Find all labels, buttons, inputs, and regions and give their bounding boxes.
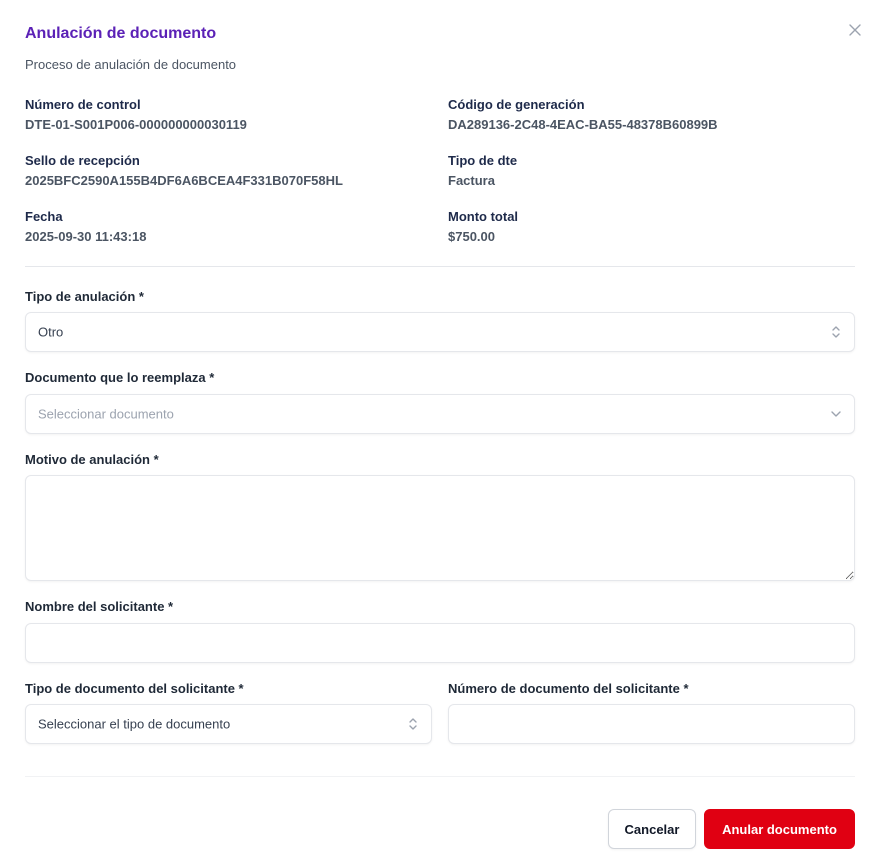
date-value: 2025-09-30 11:43:18	[25, 229, 147, 244]
dte-type-info	[448, 153, 517, 188]
total-amount-value: $750.00	[448, 229, 495, 244]
total-amount-label: Monto total	[448, 209, 519, 224]
reception-seal-info	[25, 153, 343, 188]
requester-name-input[interactable]	[25, 623, 855, 663]
chevron-up-down-icon	[407, 716, 419, 732]
chevron-down-icon	[830, 406, 842, 422]
requester-doc-number-label: Número de documento del solicitante *	[448, 681, 689, 696]
reception-seal-label: Sello de recepción	[25, 153, 140, 168]
dte-type-value: Factura	[448, 173, 495, 188]
void-document-button[interactable]: Anular documento	[704, 809, 855, 849]
modal-title: Anulación de documento	[25, 25, 217, 42]
void-type-label: Tipo de anulación *	[25, 289, 144, 304]
void-type-value: Otro	[38, 324, 64, 340]
requester-doc-type-label: Tipo de documento del solicitante *	[25, 681, 244, 696]
chevron-up-down-icon	[830, 324, 842, 340]
void-reason-textarea[interactable]	[25, 475, 855, 581]
control-number-info	[25, 97, 247, 132]
control-number-label: Número de control	[25, 97, 141, 112]
generation-code-info	[448, 97, 718, 132]
generation-code-label: Código de generación	[448, 97, 585, 112]
dte-type-label: Tipo de dte	[448, 153, 518, 168]
requester-name-label: Nombre del solicitante *	[25, 599, 174, 614]
date-info	[25, 209, 146, 244]
control-number-value: DTE-01-S001P006-000000000030119	[25, 117, 247, 132]
void-reason-label: Motivo de anulación *	[25, 452, 159, 467]
replacement-doc-placeholder: Seleccionar documento	[38, 406, 174, 422]
requester-doc-type-value: Seleccionar el tipo de documento	[38, 716, 231, 732]
void-type-select[interactable]	[25, 312, 855, 352]
date-label: Fecha	[25, 209, 63, 224]
total-amount-info	[448, 209, 518, 244]
reception-seal-value: 2025BFC2590A155B4DF6A6BCEA4F331B070F58HL	[25, 173, 343, 188]
requester-doc-number-input[interactable]	[448, 704, 855, 744]
generation-code-value: DA289136-2C48-4EAC-BA55-48378B60899B	[448, 117, 718, 132]
footer-divider	[25, 776, 855, 777]
replacement-doc-label: Documento que lo reemplaza *	[25, 370, 215, 385]
close-icon[interactable]	[846, 21, 864, 39]
info-divider	[25, 266, 855, 267]
modal-subtitle: Proceso de anulación de documento	[25, 57, 237, 72]
requester-doc-type-select[interactable]	[25, 704, 432, 744]
cancel-button[interactable]: Cancelar	[608, 809, 696, 849]
replacement-doc-select[interactable]	[25, 394, 855, 434]
